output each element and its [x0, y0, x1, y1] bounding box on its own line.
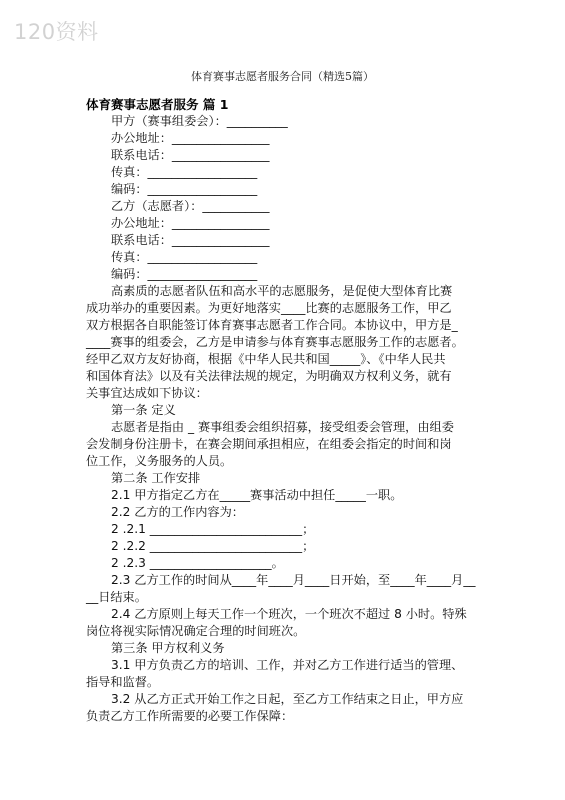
article-heading: 第二条 工作安排 — [111, 471, 201, 485]
paragraph-line: 和国体育法》以及有关法律法规的规定，为明确双方权利义务，就有 — [86, 369, 452, 383]
paragraph-line: 经甲乙双方友好协商，根据《中华人民共和国_____》、《中华人民共 — [86, 352, 446, 366]
clause-line: 2.1 甲方指定乙方在_____赛事活动中担任_____一职。 — [111, 488, 403, 502]
postcode-line: 编码：__________________ — [111, 182, 258, 196]
paragraph-line: 志愿者是指由 _ 赛事组委会组织招募，接受组委会管理，由组委 — [111, 420, 454, 434]
party-a-line: 甲方（赛事组委会）：__________ — [111, 114, 288, 128]
office-address-line: 办公地址：________________ — [111, 131, 270, 145]
paragraph-line: 成功举办的重要因素。为更好地落实____比赛的志愿服务工作，甲乙 — [86, 301, 452, 315]
office-address-line: 办公地址：________________ — [111, 216, 270, 230]
clause-line: 2.3 乙方工作的时间从____年____月____日开始，至____年____月__ — [111, 573, 476, 587]
document-title: 体育赛事志愿者服务合同（精选5篇） — [191, 70, 374, 83]
paragraph-line: 关事宜达成如下协议： — [86, 386, 208, 400]
clause-line: 2 .2.2 _________________________； — [111, 539, 315, 553]
party-b-line: 乙方（志愿者）：___________ — [111, 199, 270, 213]
watermark-logo: 120资料 — [14, 20, 99, 44]
clause-line: __日结束。 — [86, 590, 147, 604]
clause-line: 2.2 乙方的工作内容为： — [111, 505, 244, 519]
paragraph-line: 双方根据各自职能签订体育赛事志愿者工作合同。本协议中，甲方是_ — [86, 318, 458, 332]
clause-line: 负责乙方工作所需要的必要工作保障： — [86, 709, 294, 723]
paragraph-line: 会发制身份注册卡，在赛会期间承担相应，在组委会指定的时间和岗 — [86, 437, 452, 451]
paragraph-line: 高素质的志愿者队伍和高水平的志愿服务，是促使大型体育比赛 — [111, 284, 453, 298]
phone-line: 联系电话：________________ — [111, 233, 270, 247]
phone-line: 联系电话：________________ — [111, 148, 270, 162]
paragraph-line: ____赛事的组委会，乙方是申请参与体育赛事志愿服务工作的志愿者。 — [86, 335, 464, 349]
clause-line: 2 .2.3 ____________________。 — [111, 556, 284, 570]
article-heading: 第一条 定义 — [111, 403, 176, 417]
paragraph-line: 位工作，义务服务的人员。 — [86, 454, 233, 468]
article-heading: 第三条 甲方权利义务 — [111, 641, 225, 655]
clause-line: 3.1 甲方负责乙方的培训、工作，并对乙方工作进行适当的管理、 — [111, 658, 464, 672]
clause-line: 指导和监督。 — [86, 675, 160, 689]
clause-line: 岗位将视实际情况确定合理的时间班次。 — [86, 624, 306, 638]
clause-line: 2 .2.1 _________________________； — [111, 522, 315, 536]
fax-line: 传真：__________________ — [111, 165, 258, 179]
section-heading: 体育赛事志愿者服务 篇 1 — [86, 97, 229, 112]
clause-line: 2.4 乙方原则上每天工作一个班次，一个班次不超过 8 小时。特殊 — [111, 607, 467, 621]
fax-line: 传真：__________________ — [111, 250, 258, 264]
postcode-line: 编码：__________________ — [111, 267, 258, 281]
clause-line: 3.2 从乙方正式开始工作之日起，至乙方工作结束之日止，甲方应 — [111, 692, 464, 706]
